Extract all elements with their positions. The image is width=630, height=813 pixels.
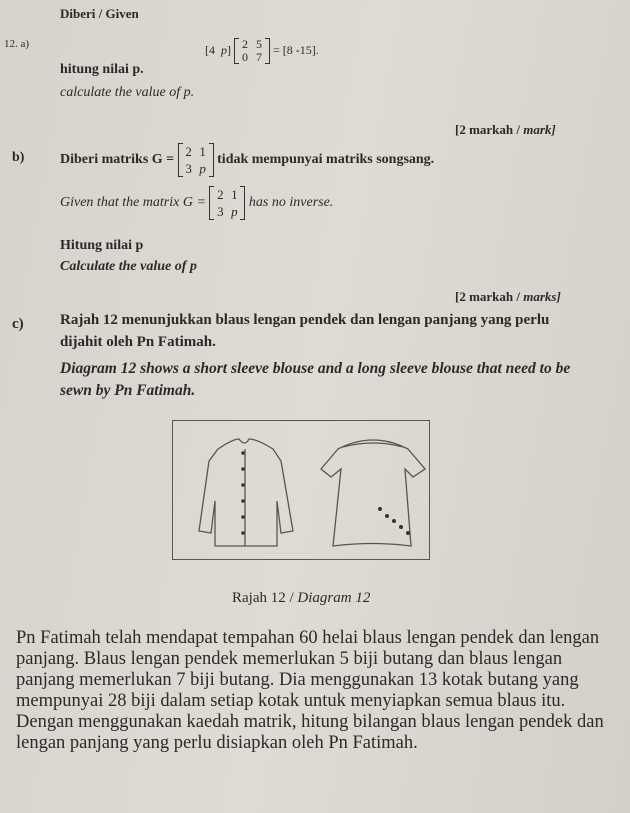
desc-en-1: Diagram 12 shows a short sleeve blouse and a long sleeve blouse that need to be bbox=[60, 360, 571, 377]
task-en-b: Calculate the value of p bbox=[60, 259, 197, 274]
paragraph-line: mempunyai 28 biji dalam setiap kotak untuk menyiapkan semua blaus itu. bbox=[16, 691, 566, 711]
desc-en-2: sewn by Pn Fatimah. bbox=[60, 382, 196, 399]
diagram-caption: Rajah 12 / Diagram 12 bbox=[232, 590, 371, 606]
paragraph-line: Pn Fatimah telah mendapat tempahan 60 helai blaus lengan pendek dan lengan bbox=[16, 628, 600, 648]
paragraph-line: lengan panjang yang perlu disiapkan oleh Pn Fatimah. bbox=[16, 733, 418, 753]
equation-a: [4 p] 2 5 0 7 = [8 -15]. bbox=[205, 37, 319, 64]
marks-b: [2 markah / marks] bbox=[455, 289, 561, 304]
desc-ms-2: dijahit oleh Pn Fatimah. bbox=[60, 334, 216, 350]
label-b: b) bbox=[12, 150, 25, 165]
paragraph-line: panjang memerlukan 7 biji butang. Dia menggunakan 13 kotak butang yang bbox=[16, 670, 579, 690]
matrix-g: 2 1 3 p bbox=[178, 143, 214, 177]
long-sleeve-blouse bbox=[199, 439, 293, 546]
marks-a: [2 markah / mark] bbox=[455, 122, 556, 137]
question-paragraph bbox=[16, 628, 626, 754]
short-sleeve-blouse bbox=[321, 440, 425, 546]
matrix-a: 2 5 0 7 bbox=[234, 38, 270, 64]
given-label: Diberi / Given bbox=[60, 6, 139, 21]
given-b-en: Given that the matrix G = 2 1 3 p has no inverse. bbox=[60, 187, 334, 219]
paragraph-line: Dengan menggunakan kaedah matrik, hitung bilangan blaus lengan pendek dan bbox=[16, 712, 604, 732]
desc-ms-1: Rajah 12 menunjukkan blaus lengan pendek dan lengan panjang yang perlu bbox=[60, 312, 550, 328]
label-c: c) bbox=[12, 316, 24, 332]
question-number: 12. a) bbox=[4, 38, 30, 50]
task-ms-b: Hitung nilai p bbox=[60, 238, 144, 253]
given-b-ms: Diberi matriks G = 2 1 3 p tidak mempunyai matriks songsang. bbox=[60, 144, 435, 176]
matrix-g-en: 2 1 3 p bbox=[209, 186, 245, 220]
task-ms-a: hitung nilai p. bbox=[60, 62, 144, 77]
task-en-a: calculate the value of p. bbox=[60, 85, 195, 100]
paragraph-line: panjang. Blaus lengan pendek memerlukan 5 biji butang dan blaus lengan bbox=[16, 649, 563, 669]
diagram-12 bbox=[172, 420, 430, 560]
row-vector: [4 p] bbox=[205, 42, 231, 57]
blouse-illustration bbox=[173, 421, 429, 559]
